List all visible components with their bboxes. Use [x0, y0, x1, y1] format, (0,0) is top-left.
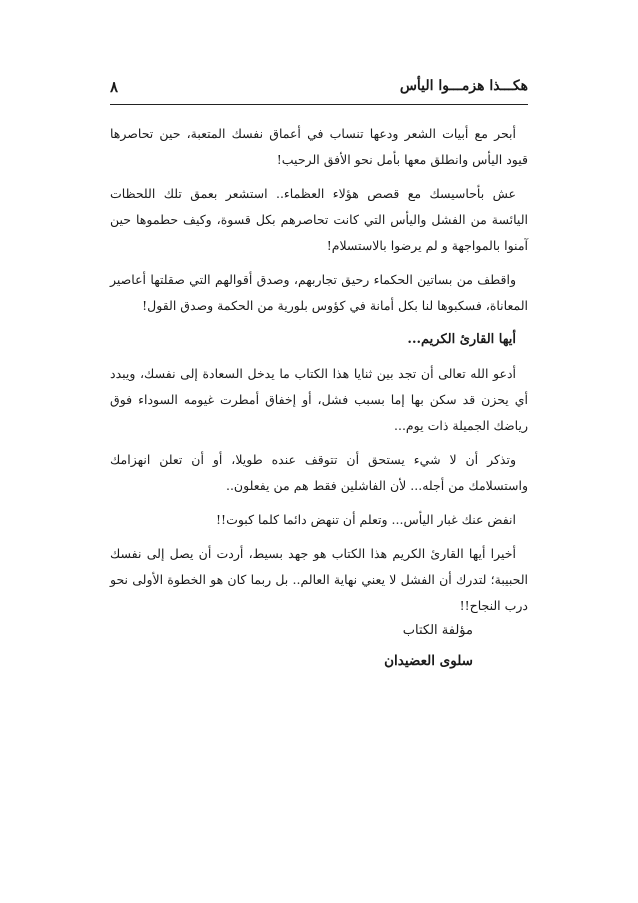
page-body — [110, 121, 528, 627]
paragraph-finally: أخيرا أيها القارئ الكريم هذا الكتاب هو جهد بسيط، أردت أن يصل إلى نفسك الحبيبة؛ لتدرك أن الفشل لا يعني نهاية العالم.. بل ربما كان هو الخطوة الأولى نحو درب النجاح!! — [110, 546, 528, 613]
page-number: ٨ — [110, 78, 119, 96]
page-header — [110, 78, 528, 100]
reader-address: أيها القارئ الكريم... — [407, 332, 516, 347]
paragraph-sail-with-poetry: أبحر مع أبيات الشعر ودعها تنساب في أعماق نفسك المتعبة، حين تحاصرها قيود اليأس وانطلق معها بأمل نحو الأفق الرحيب! — [110, 126, 528, 167]
running-title: هكـــذا هزمـــوا اليأس — [399, 78, 528, 94]
paragraph-prayer: أدعو الله تعالى أن تجد بين ثنايا هذا الكتاب ما يدخل السعادة إلى نفسك، ويبدد أي يحزن قد سكن بها إما بسبب فشل، أو إخفاق أمطرت غيومه السوداء فوق رياضك الجميلة ذات يوم... — [110, 366, 528, 433]
author-signature — [384, 617, 473, 677]
paragraph-remember: وتذكر أن لا شيء يستحق أن تتوقف عنده طويلا، أو أن تعلن انهزامك واستسلامك من أجله... لأن الفاشلين فقط هم من يفعلون.. — [110, 452, 528, 493]
paragraph-wisdom-gardens: واقطف من بساتين الحكماء رحيق تجاربهم، وصدق أقوالهم التي صقلتها أعاصير المعاناة، فسكبوها لنا بكل أمانة في كؤوس بلورية من الحكمة وصدق القول! — [110, 272, 528, 313]
header-rule — [110, 104, 528, 105]
paragraph-live-with-stories: عش بأحاسيسك مع قصص هؤلاء العظماء.. استشعر بعمق تلك اللحظات اليائسة من الفشل واليأس التي كانت تحاصرهم بكل قسوة، وكيف حطموها حين آمنوا بالمواجهة و لم يرضوا بالاستسلام! — [110, 186, 528, 253]
author-name: سلوى العضيدان — [384, 653, 473, 669]
paragraph-shake-off: انفض عنك غبار اليأس... وتعلم أن تنهض دائما كلما كبوت!! — [216, 512, 516, 527]
signature-label: مؤلفة الكتاب — [402, 623, 473, 638]
